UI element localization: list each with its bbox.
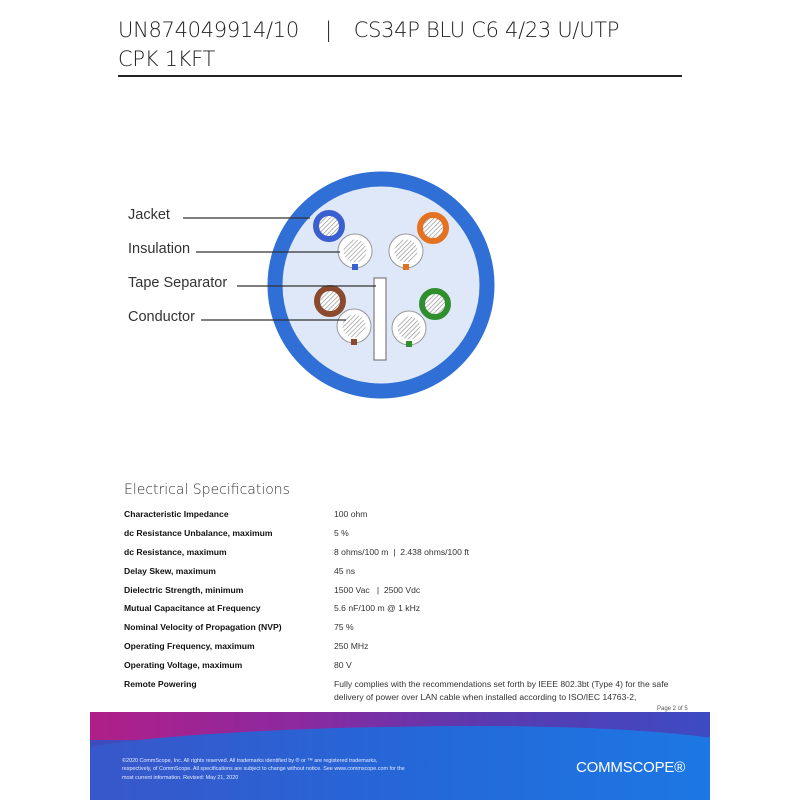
spec-value: 100 ohm	[334, 509, 368, 519]
product-description-line2: CPK 1KFT	[118, 47, 216, 71]
green-conductor-colored	[422, 291, 448, 317]
spec-name: Nominal Velocity of Propagation (NVP)	[124, 622, 282, 633]
spec-value: 5.6 nF/100 m @ 1 kHz	[334, 603, 421, 614]
legal-line: respectively, of CommScope. All specifications are subject to change without notice. See www.commscope.com for the	[122, 766, 405, 773]
blue-conductor-white	[341, 237, 369, 265]
title-separator: |	[324, 18, 332, 42]
spec-row	[124, 637, 684, 656]
label-insulation: Insulation	[128, 241, 191, 257]
spec-row	[124, 543, 684, 562]
spec-row	[124, 599, 684, 618]
title-rule	[118, 75, 682, 77]
spec-row	[124, 618, 684, 637]
green-stripe	[406, 341, 412, 347]
blue-stripe	[352, 264, 358, 270]
jacket-ring	[275, 179, 487, 391]
spec-name: Operating Frequency, maximum	[124, 641, 255, 652]
spec-value: 1500 Vac | 2500 Vdc	[334, 584, 421, 595]
legal-line: ©2020 CommScope, Inc. All rights reserved. All trademarks identified by ® or ™ are registered trademarks,	[122, 758, 378, 764]
spec-row	[124, 505, 684, 524]
spec-value: 80 V	[334, 660, 352, 671]
footer	[90, 712, 710, 800]
spec-name: Operating Voltage, maximum	[124, 660, 243, 671]
label-tape-separator: Tape Separator	[128, 275, 228, 291]
spec-name: Mutual Capacitance at Frequency	[124, 603, 261, 614]
spec-value: 8 ohms/100 m | 2.438 ohms/100 ft	[334, 546, 470, 557]
spec-name: Remote Powering	[124, 679, 197, 690]
spec-name: Dielectric Strength, minimum	[124, 584, 244, 595]
spec-value: 5 %	[334, 527, 349, 538]
spec-row	[124, 581, 684, 600]
spec-value: 250 MHz	[334, 641, 369, 652]
document-title	[118, 16, 688, 74]
part-number: UN874049914/10	[118, 18, 299, 42]
legal-line: most current information. Revised: May 21, 2020	[122, 774, 239, 781]
orange-conductor-white	[392, 237, 420, 265]
orange-stripe	[403, 264, 409, 270]
blue-conductor-colored	[316, 213, 342, 239]
brown-stripe	[351, 339, 357, 345]
label-conductor: Conductor	[128, 309, 195, 325]
spec-name: Delay Skew, maximum	[124, 565, 216, 576]
green-conductor-white	[395, 314, 423, 342]
spec-value: 45 ns	[334, 565, 356, 576]
spec-row	[124, 675, 684, 709]
spec-value: Fully complies with the recommendations set forth by IEEE 802.3bt (Type 4) for the safe delivery of power over LAN cable when installed according to ISO/IEC 14763-2,	[334, 679, 669, 702]
legal-notice	[122, 757, 502, 782]
brown-conductor-colored	[317, 288, 343, 314]
brown-conductor-white	[340, 312, 368, 340]
commscope-logo: COMMSCOPE®	[576, 759, 686, 776]
spec-row	[124, 562, 684, 581]
spec-value: 75 %	[334, 622, 354, 633]
spec-row	[124, 656, 684, 675]
spec-row	[124, 524, 684, 543]
spec-name: dc Resistance Unbalance, maximum	[124, 527, 273, 538]
electrical-specifications-table	[124, 505, 684, 709]
spec-name: Characteristic Impedance	[124, 509, 229, 519]
tape-separator	[374, 278, 386, 360]
product-description: CS34P BLU C6 4/23 U/UTP	[353, 18, 620, 42]
orange-conductor-colored	[420, 215, 446, 241]
spec-name: dc Resistance, maximum	[124, 546, 227, 557]
page-indicator: Page 2 of 5	[657, 706, 688, 712]
label-jacket: Jacket	[128, 207, 170, 223]
electrical-specifications-heading: Electrical Specifications	[124, 482, 290, 498]
